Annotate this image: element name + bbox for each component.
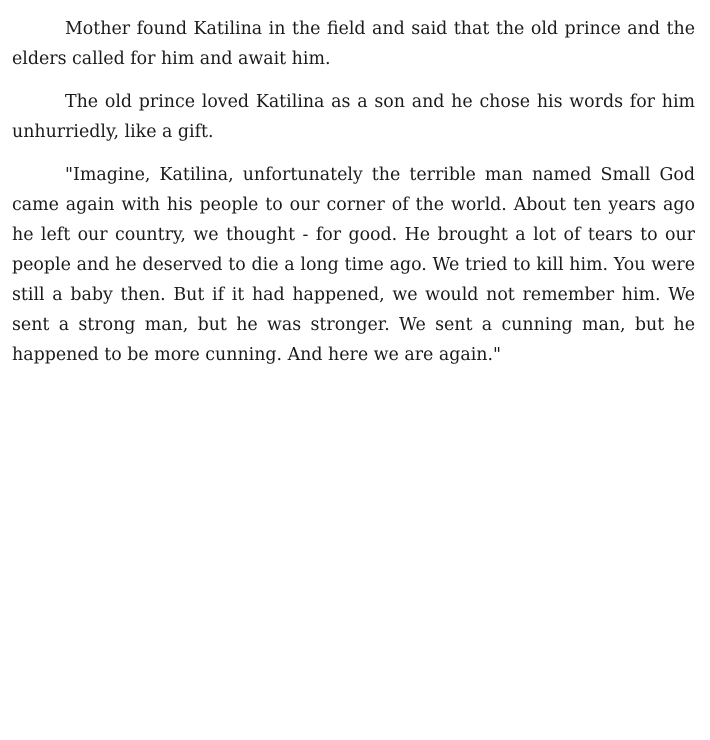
paragraph-2: The old prince loved Katilina as a son and he chose his words for him unhurriedly, like a gift. <box>12 92 695 142</box>
paragraph-1: Mother found Katilina in the field and said that the old prince and the elders called for him and await him. <box>12 19 695 69</box>
document-page <box>12 14 695 370</box>
paragraph-3: "Imagine, Katilina, unfortunately the terrible man named Small God came again with his people to our corner of the world. About ten years ago he left our country, we thought - for good. He brought a lot of tears to our people and he deserved to die a long time ago. We tried to kill him. You were still a baby then. But if it had happened, we would not remember him. We sent a strong man, but he was stronger. We sent a cunning man, but he happened to be more cunning. And here we are again." <box>12 165 695 365</box>
